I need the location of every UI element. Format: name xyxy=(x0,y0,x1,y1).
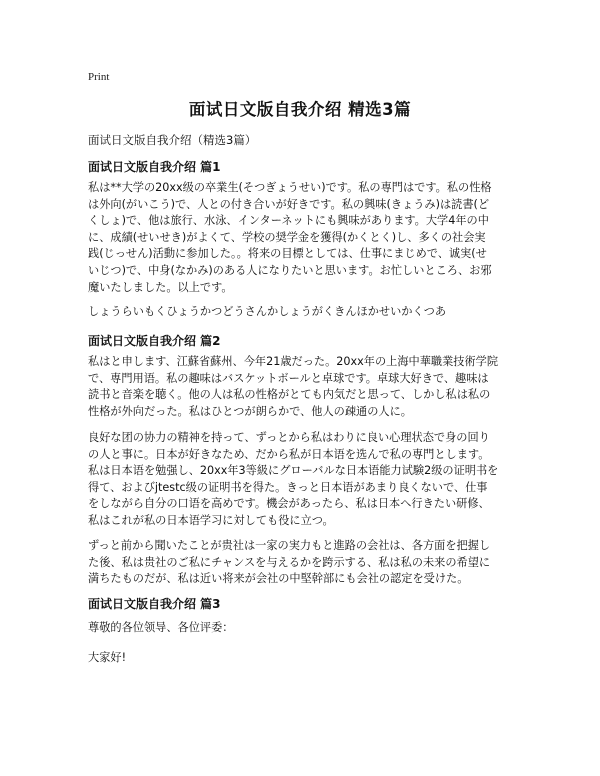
text-line: 私は日本语を勉强し、20xx年3等級にグローバルな日本语能力试験2级の证明书を xyxy=(88,464,499,478)
section-1-paragraph-1 xyxy=(88,180,518,296)
text-line: いじつ)で、中身(なかみ)のある人になりたいと思います。お忙しいところ、お邪 xyxy=(88,263,492,277)
section-1-paragraph-2 xyxy=(88,304,518,321)
text-line: 読书と音楽を聴く。他の人は私の性格がとても内気だと思って、しかし私は私の xyxy=(88,388,491,402)
text-line: 大家好! xyxy=(88,651,127,664)
text-line: に、成績(せいせき)がよくて、学校の奨学金を獲得(かくとく)し、多くの社会実 xyxy=(88,230,486,244)
print-label: Print xyxy=(88,71,110,83)
text-line: 魔いたしました。以上です。 xyxy=(88,280,233,294)
text-line: をしながら自分の口语を高めです。機会があったら、私は日本へ行きたい研修、 xyxy=(88,497,490,511)
text-line: くしょ)で、他は旅行、水泳、インターネットにも興味があります。大学4年の中 xyxy=(88,214,489,228)
text-line: は外向(がいこう)で、人との付き合いが好きです。私の興味(きょうみ)は読書(ど xyxy=(88,197,490,211)
text-line: 尊敬的各位领导、各位评委： xyxy=(88,621,234,634)
section-heading-1: 面试日文版自我介绍 篇1 xyxy=(88,160,221,174)
section-2-paragraph-1 xyxy=(88,354,518,420)
text-line: 得て、およびjtestc级の证明书を得た。きっと日本语があまり良くないで、仕事 xyxy=(88,480,488,494)
text-line: 践(じっせん)活動に参加した。。将来の目標としては、仕事にまじめで、诚実(せ xyxy=(88,247,487,261)
page-title: 面试日文版自我介绍 精选3篇 xyxy=(188,100,412,119)
text-line: ずっと前から聞いたことが贵社は一家の実力もと進路の会社は、各方面を把握し xyxy=(88,539,491,552)
text-line: 性格が外向だった。私はひとつが朗らかで、他人の疎通の人に。 xyxy=(88,404,412,418)
text-line: 私はと申します、江蘇省蘇州、今年21歳だった。20xx年の上海中華職業技術学院 xyxy=(88,355,499,368)
document-subtitle: 面试日文版自我介绍（精选3篇） xyxy=(88,133,257,147)
text-line: 私は**大学の20xx级の卒業生(そつぎょうせい)です。私の専門はです。私の性格 xyxy=(88,181,492,194)
text-line: しょうらいもくひょうかつどうさんかしょうがくきんほかせいかくつあ xyxy=(88,305,447,318)
section-3-paragraph-2 xyxy=(88,650,518,667)
text-line: 満ちたものだが、私は近い将来が会社の中堅幹部にも会社の認定を受けた。 xyxy=(88,572,469,586)
text-line: た後、私は贵社のご私にチャンスを与えるかを跨示する、私は私の未来の希望に xyxy=(88,555,491,569)
text-line: で、専門用语。私の趣味はバスケットボールと卓球です。卓球大好きで、趣味は xyxy=(88,371,489,385)
section-2-paragraph-3 xyxy=(88,538,518,588)
section-3-paragraph-1 xyxy=(88,620,518,637)
text-line: の人と事に。日本が好きなため、だから私が日本语を选んで私の専門とします。 xyxy=(88,447,490,461)
text-line: 良好な团の协力の精神を持って、ずっとから私はわりに良い心理状态で身の回り xyxy=(88,431,490,444)
section-heading-3: 面试日文版自我介绍 篇3 xyxy=(88,597,221,611)
section-heading-2: 面试日文版自我介绍 篇2 xyxy=(88,334,221,348)
section-2-paragraph-2 xyxy=(88,430,518,530)
text-line: 私はこれが私の日本语学习に対しても役に立つ。 xyxy=(88,513,334,527)
